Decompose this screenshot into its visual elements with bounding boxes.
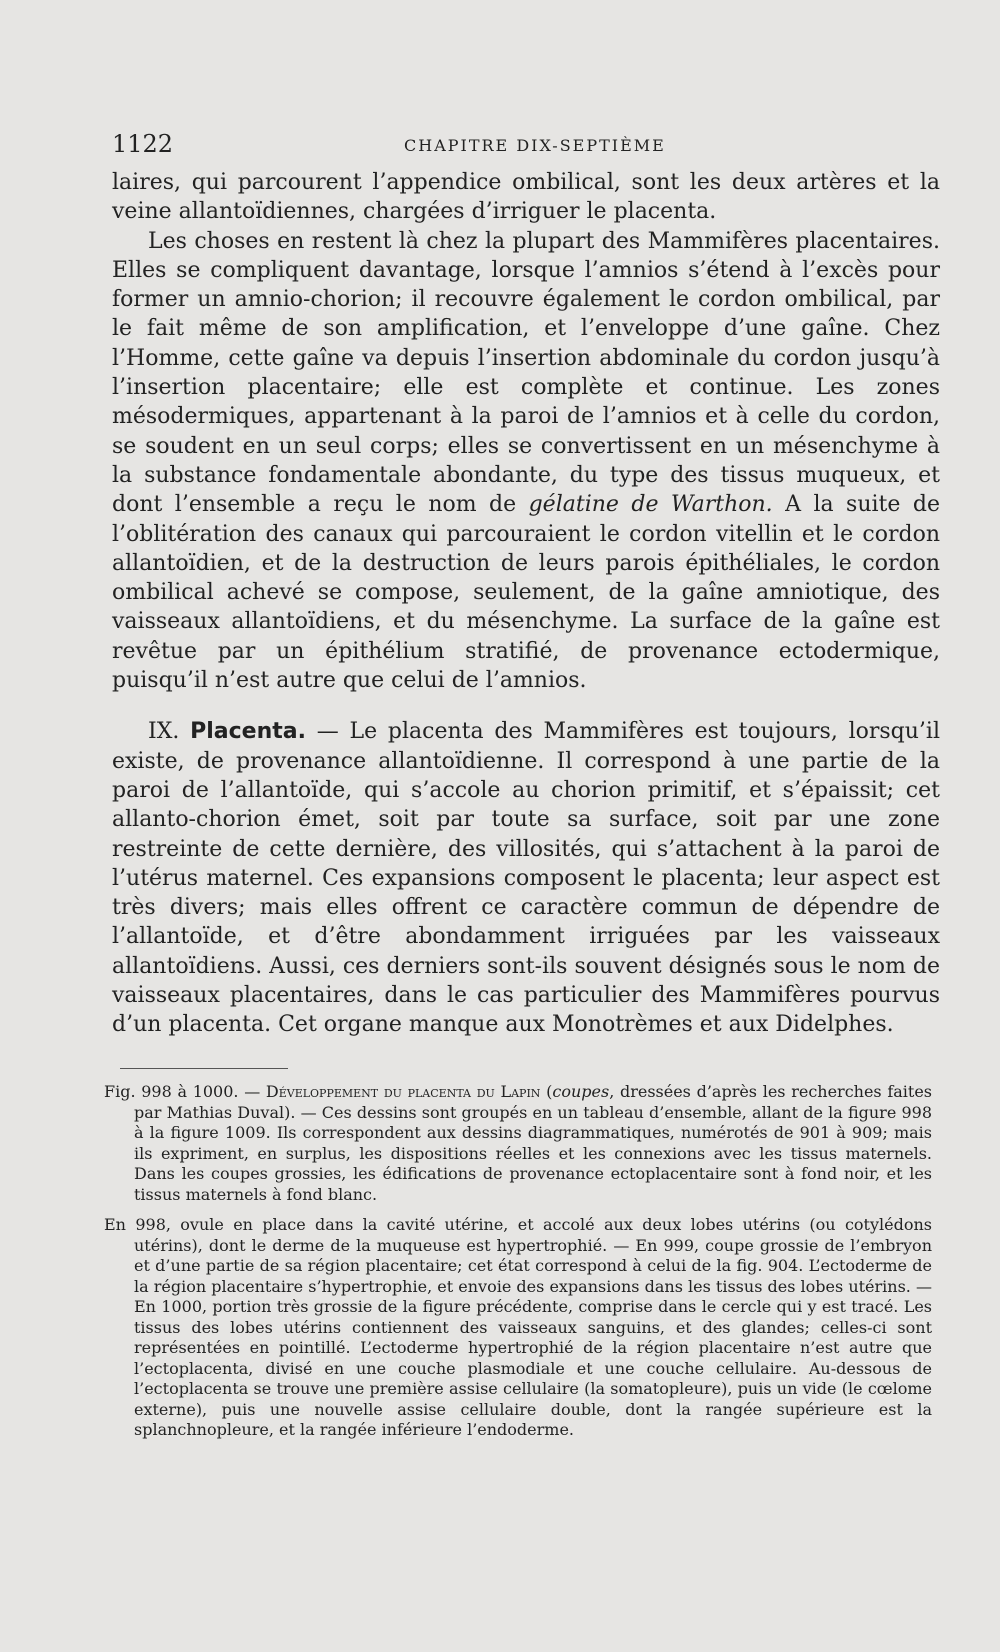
section-title: Placenta. [190, 719, 306, 745]
footnote-rule [120, 1068, 288, 1069]
section-placenta [112, 717, 940, 1039]
page-number: 1122 [112, 130, 174, 158]
section-number: IX. [148, 719, 180, 745]
paragraph-cordon-text-b: A la suite de l’oblitération des canaux qui parcouraient le cordon vitellin et le cordon allantoïdien, et de la destruction de leurs parois épithéliales, le cordon ombilical achevé se compose, seulement, de la gaîne amniotique, des vaisseaux allantoïdiens, et du mésenchyme. La surface de la gaîne est revêtue par un épithélium stratifié, de provenance ectodermique, puisqu’il n’est autre que celui de l’amnios. [112, 492, 940, 694]
gelatine-de-warthon: gélatine de Warthon. [528, 492, 773, 518]
paragraph-cordon [112, 227, 940, 696]
page-header [112, 130, 940, 160]
figure-paren-open: ( [540, 1082, 553, 1101]
paragraph-cordon-text-a: Les choses en restent là chez la plupart des Mammifères placentaires. Elles se compliquent davantage, lorsque l’amnios s’étend à l’excès pour former un amnio-chorion; il recouvre également le cordon ombilical, par le fait même de son amplification, et l’enveloppe d’une gaîne. Chez l’Homme, cette gaîne va depuis l’insertion abdominale du cordon jusqu’à l’insertion placentaire; elle est complète et continue. Les zones mésodermiques, appartenant à la paroi de l’amnios et à celle du cordon, se soudent en un seul corps; elles se convertissent en un mésenchyme à la substance fondamentale abondante, du type des tissus muqueux, et dont l’ensemble a reçu le nom de [112, 228, 940, 518]
figure-caption-details: En 998, ovule en place dans la cavité utérine, et accolé aux deux lobes utérins (ou cotylédons utérins), dont le derme de la muqueuse est hypertrophié. — En 999, coupe grossie de l’embryon et d’une partie de sa région placentaire; cet état correspond à celui de la fig. 904. L’ectoderme de la région placentaire s’hypertrophie, et envoie des expansions dans les tissus des lobes utérins. — En 1000, portion très grossie de la figure précédente, comprise dans le cercle qui y est tracé. Les tissus des lobes utérins contiennent des vaisseaux sanguins, et des glandes; celles-ci sont représentées en pointillé. L’ectoderme hypertrophié de la région placentaire n’est autre que l’ectoplacenta, divisé en une couche plasmodiale et une couche cellulaire. Au-dessous de l’ectoplacenta se trouve une première assise cellulaire (la somatopleure), puis un vide (le cœlome externe), puis une nouvelle assise cellulaire double, dont la rangée supérieure est la splanchnopleure, et la rangée inférieure l’endoderme. [104, 1215, 932, 1439]
figure-caption-rest: , dressées d’après les recherches faites par Mathias Duval). — Ces dessins sont groupés en un tableau d’ensemble, allant de la figure 998 à la figure 1009. Ils correspondent aux dessins diagrammatiques, numérotés de 901 à 909; mais ils expriment, en surplus, les dispositions réelles et les connexions avec les tissus maternels. Dans les coupes grossies, les édifications de provenance ectoplacentaire sont à fond noir, et les tissus maternels à fond blanc. [134, 1082, 933, 1204]
figure-caption-main [104, 1082, 932, 1205]
figure-coupes: coupes [552, 1082, 610, 1101]
running-head: CHAPITRE DIX-SEPTIÈME [404, 136, 666, 155]
main-text [112, 168, 940, 1040]
paragraph-continuation: laires, qui parcourent l’appendice ombilical, sont les deux artères et la veine allantoïdiennes, chargées d’irriguer le placenta. [112, 170, 940, 225]
figure-title: Développement du placenta du Lapin [265, 1082, 541, 1101]
figure-label: Fig. 998 à 1000. — [104, 1082, 266, 1101]
figure-captions [104, 1082, 932, 1441]
section-placenta-text: — Le placenta des Mammifères est toujours, lorsqu’il existe, de provenance allantoïdienne. Il correspond à une partie de la paroi de l’allantoïde, qui s’accole au chorion primitif, et s’épaissit; cet allanto-chorion émet, soit par toute sa surface, soit par une zone restreinte de cette dernière, des villosités, qui s’attachent à la paroi de l’utérus maternel. Ces expansions composent le placenta; leur aspect est très divers; mais elles offrent ce caractère commun de dépendre de l’allantoïde, et d’être abondamment irriguées par les vaisseaux allantoïdiens. Aussi, ces derniers sont-ils souvent désignés sous le nom de vaisseaux placentaires, dans le cas particulier des Mammifères pourvus d’un placenta. Cet organe manque aux Monotrèmes et aux Didelphes. [112, 719, 940, 1038]
